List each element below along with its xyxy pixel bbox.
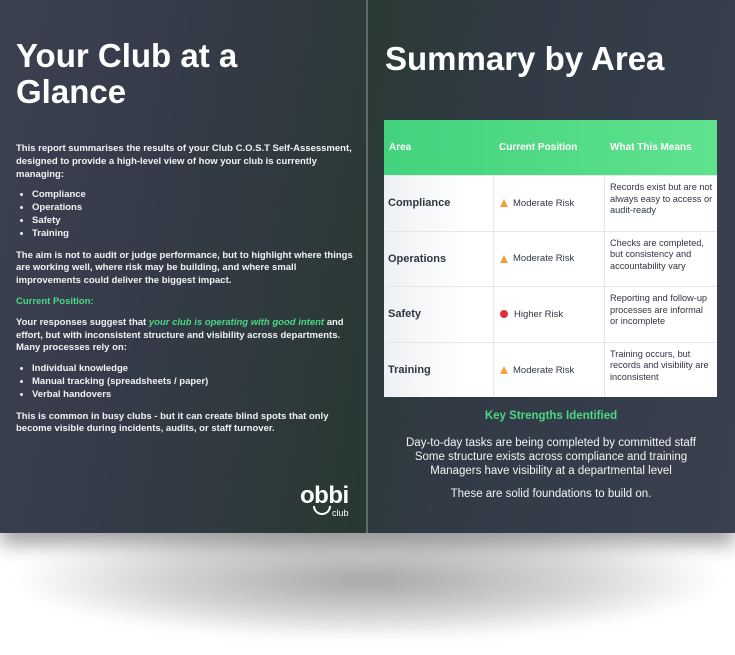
area-cell: Operations	[384, 232, 494, 287]
page-shadow	[10, 520, 725, 640]
reliance-list	[16, 363, 361, 401]
logo-smile-icon	[313, 506, 331, 515]
page-title: Your Club at a Glance	[16, 37, 238, 110]
left-page	[0, 0, 367, 533]
strength-item: Day-to-day tasks are being completed by committed staff	[406, 437, 696, 449]
summary-title: Summary by Area	[385, 40, 665, 77]
position-cell	[494, 176, 605, 231]
warning-icon	[500, 255, 508, 263]
right-page	[367, 0, 735, 533]
area-cell: Compliance	[384, 176, 494, 231]
position-highlight: your club is operating with good intent	[148, 316, 325, 328]
closing-statement: These are solid foundations to build on.	[450, 488, 652, 500]
position-cell	[494, 232, 605, 287]
meaning-cell: Training occurs, but records and visibility are inconsistent	[610, 348, 709, 382]
position-label: Moderate Risk	[513, 253, 575, 265]
header-meaning: What This Means	[610, 142, 692, 153]
logo-sub: club	[332, 508, 349, 518]
header-area: Area	[389, 142, 412, 153]
logo-word: obbi	[300, 482, 349, 509]
meaning-cell: Checks are completed, but consistency and accountability vary	[610, 237, 704, 271]
list-item: • Compliance	[32, 189, 361, 202]
page-gutter	[366, 0, 368, 533]
closing-text: This is common in busy clubs - but it can create blind spots that only become visible during incidents, audits, or staff turnover.	[16, 410, 329, 435]
list-item: • Safety	[32, 215, 361, 228]
list-item: • Manual tracking (spreadsheets / paper)	[32, 376, 361, 389]
position-label: Moderate Risk	[513, 197, 575, 209]
position-label: Moderate Risk	[513, 364, 575, 376]
warning-icon	[500, 199, 508, 207]
table-row	[384, 342, 717, 398]
meaning-cell: Reporting and follow-up processes are informal or incomplete	[610, 293, 708, 327]
aim-text: The aim is not to audit or judge performance, but to highlight where things are working well, where risk may be building, and where small improvements could deliver the biggest impact.	[16, 249, 353, 287]
position-label: Higher Risk	[514, 308, 564, 320]
strengths-list	[367, 436, 735, 478]
current-position-heading: Current Position:	[16, 295, 94, 307]
areas-list	[16, 189, 361, 240]
intro-text: This report summarises the results of your Club C.O.S.T Self-Assessment, designed to provide a high-level view of how your club is currently managing:	[16, 143, 352, 180]
table-row	[384, 286, 717, 342]
area-cell: Training	[384, 343, 494, 398]
table-row	[384, 175, 717, 231]
position-text	[16, 317, 361, 355]
list-item: • Training	[32, 228, 361, 241]
table-row	[384, 231, 717, 287]
report-body	[16, 143, 361, 444]
table-header	[384, 120, 717, 175]
area-cell: Safety	[384, 287, 494, 342]
meaning-cell: Records exist but are not always easy to access or audit-ready	[610, 182, 713, 215]
obbi-club-logo	[300, 482, 360, 522]
position-cell	[494, 343, 605, 398]
warning-icon	[500, 366, 508, 374]
position-cell	[494, 287, 605, 342]
strength-item: Some structure exists across compliance and training	[414, 451, 688, 463]
strength-item: Managers have visibility at a departmental level	[430, 465, 672, 477]
strengths-heading: Key Strengths Identified	[484, 410, 618, 422]
summary-table	[384, 120, 717, 397]
list-item: • Verbal handovers	[32, 389, 361, 402]
list-item: • Individual knowledge	[32, 363, 361, 376]
list-item: • Operations	[32, 202, 361, 215]
position-prefix: Your responses suggest that	[16, 316, 149, 328]
position-suffix: and effort, but with inconsistent structure and visibility across departments. Many processes rely on:	[16, 316, 344, 354]
red-dot-icon	[500, 310, 508, 318]
header-position: Current Position	[499, 142, 578, 153]
